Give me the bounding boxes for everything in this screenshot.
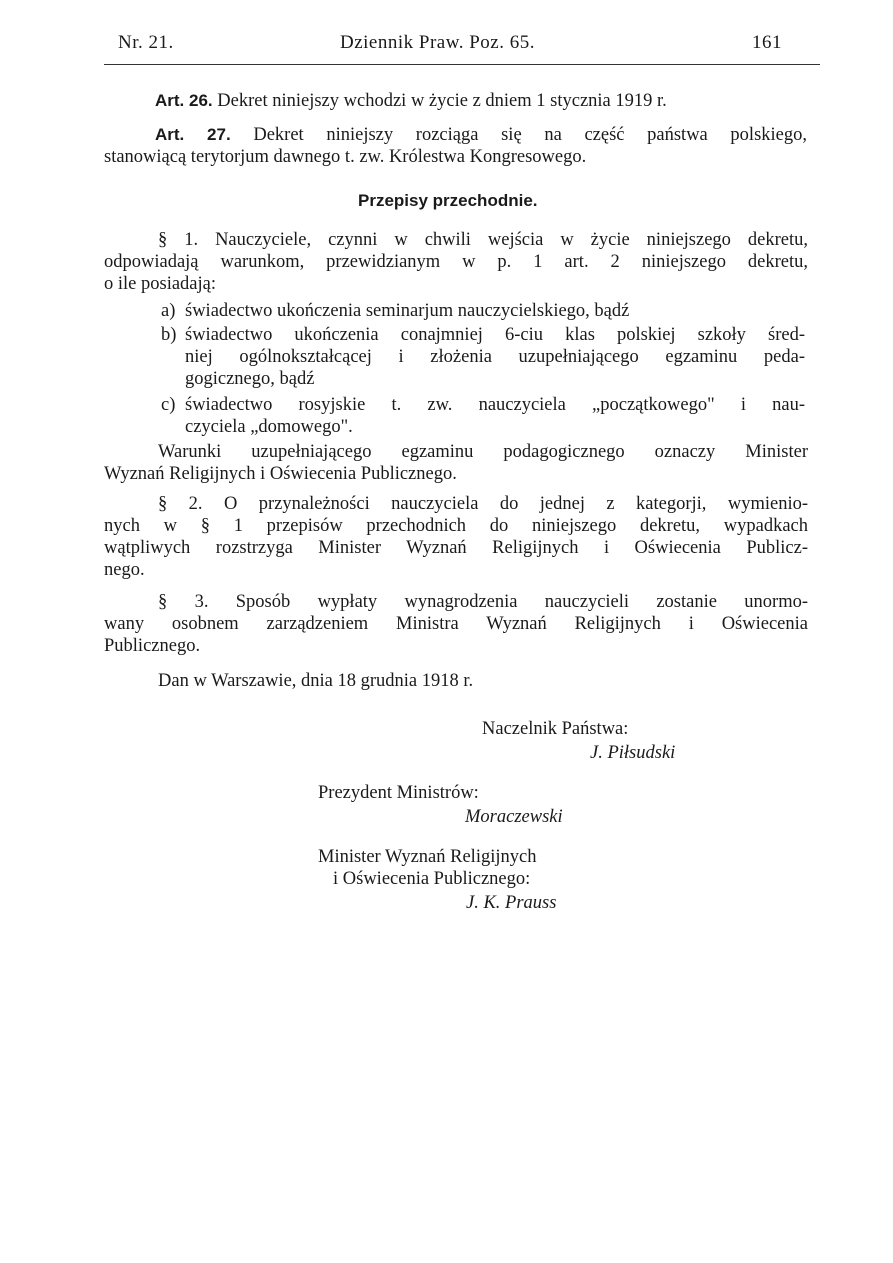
article-27 <box>155 124 807 146</box>
page-number: 161 <box>752 32 782 53</box>
item-c-line1: świadectwo rosyjskie t. zw. nauczyciela „początkowego" i nau- <box>185 395 805 415</box>
signature-title-naczelnik: Naczelnik Państwa: <box>482 719 629 739</box>
warunki-line1: Warunki uzupełniającego egzaminu podagogicznego oznaczy Minister <box>158 442 808 462</box>
item-c-label: c) <box>161 395 176 415</box>
header-rule <box>104 64 820 65</box>
journal-title: Dziennik Praw. Poz. 65. <box>340 32 535 53</box>
para1-line1: § 1. Nauczyciele, czynni w chwili wejścia w życie niniejszego dekretu, <box>158 230 808 250</box>
item-a-text: świadectwo ukończenia seminarjum nauczycielskiego, bądź <box>185 301 630 321</box>
item-b-label: b) <box>161 325 177 345</box>
item-a-label: a) <box>161 301 176 321</box>
item-b-line1: świadectwo ukończenia conajmniej 6-ciu klas polskiej szkoły śred- <box>185 325 805 345</box>
issue-number: Nr. 21. <box>118 32 174 53</box>
warunki-line2: Wyznań Religijnych i Oświecenia Publicznego. <box>104 464 457 484</box>
article-label: Art. 26. <box>155 91 213 110</box>
article-label: Art. 27. <box>155 125 231 144</box>
article-27-cont: stanowiącą terytorjum dawnego t. zw. Królestwa Kongresowego. <box>104 147 587 167</box>
article-26 <box>155 90 805 112</box>
item-b-line3: gogicznego, bądź <box>185 369 315 389</box>
para2-line4: nego. <box>104 560 145 580</box>
para1-line3: o ile posiadają: <box>104 274 216 294</box>
para1-line2: odpowiadają warunkom, przewidzianym w p. 1 art. 2 niniejszego dekretu, <box>104 252 808 272</box>
para3-line1: § 3. Sposób wypłaty wynagrodzenia nauczycieli zostanie unormo- <box>158 592 808 612</box>
article-text: Dekret niniejszy rozciąga się na część państwa polskiego, <box>253 125 807 145</box>
item-c-line2: czyciela „domowego". <box>185 417 353 437</box>
para3-line3: Publicznego. <box>104 636 201 656</box>
para2-line1: § 2. O przynależności nauczyciela do jednej z kategorji, wymienio- <box>158 494 808 514</box>
para3-line2: wany osobnem zarządzeniem Ministra Wyznań Religijnych i Oświecenia <box>104 614 808 634</box>
signature-name-prauss: J. K. Prauss <box>466 893 557 913</box>
signature-title-minister-2: i Oświecenia Publicznego: <box>333 869 531 889</box>
para2-line3: wątpliwych rozstrzyga Minister Wyznań Religijnych i Oświecenia Publicz- <box>104 538 808 558</box>
article-text: Dekret niniejszy wchodzi w życie z dniem 1 stycznia 1919 r. <box>217 91 667 111</box>
signature-title-minister: Minister Wyznań Religijnych <box>318 847 537 867</box>
section-title: Przepisy przechodnie. <box>358 191 538 210</box>
item-b-line2: niej ogólnokształcącej i złożenia uzupełniającego egzaminu peda- <box>185 347 805 367</box>
para2-line2: nych w § 1 przepisów przechodnich do niniejszego dekretu, wypadkach <box>104 516 808 536</box>
signature-name-pilsudski: J. Piłsudski <box>590 743 676 763</box>
signature-name-moraczewski: Moraczewski <box>465 807 563 827</box>
signature-title-prezydent: Prezydent Ministrów: <box>318 783 479 803</box>
date-line: Dan w Warszawie, dnia 18 grudnia 1918 r. <box>158 671 474 691</box>
